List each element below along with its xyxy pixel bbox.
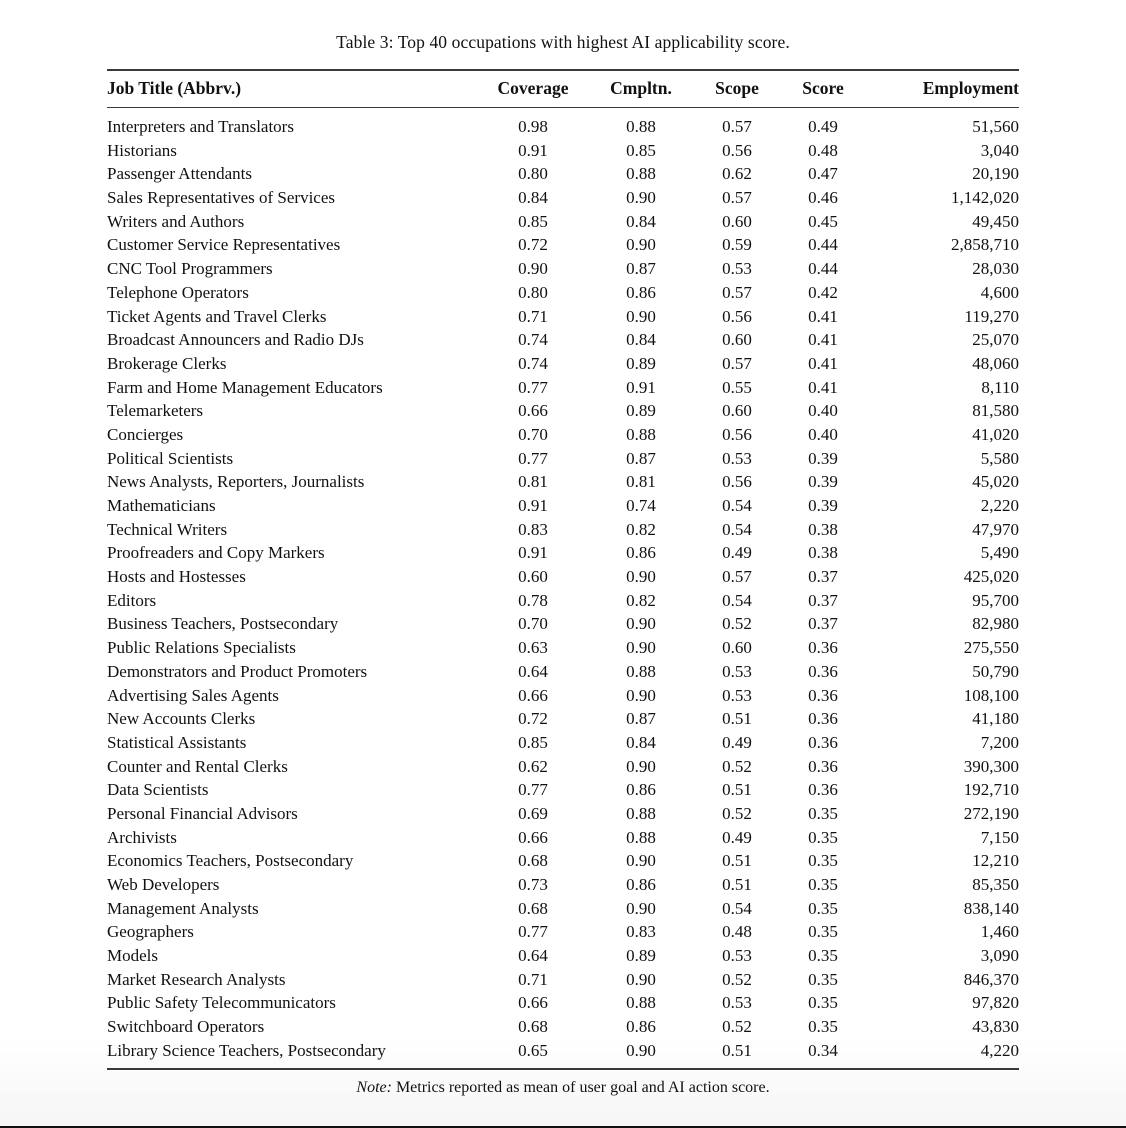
cell-employment: 51,560	[972, 117, 1019, 136]
cell-coverage: 0.91	[518, 140, 548, 160]
cell-scope: 0.54	[722, 898, 752, 918]
cell-score: 0.44	[808, 235, 838, 255]
cell-score: 0.36	[808, 732, 838, 752]
cell-employment: 8,110	[981, 377, 1019, 397]
table-row	[107, 447, 1019, 471]
cell-coverage: 0.66	[518, 827, 548, 847]
cell-job-title: Switchboard Operators	[107, 1017, 265, 1037]
cell-score: 0.37	[808, 567, 838, 587]
cell-scope: 0.56	[722, 306, 752, 326]
cell-cmpltn: 0.84	[626, 732, 656, 752]
cell-score: 0.47	[808, 164, 838, 184]
cell-score: 0.41	[808, 330, 838, 350]
cell-employment: 2,220	[980, 496, 1019, 515]
cell-employment: 12,210	[972, 851, 1019, 871]
cell-employment: 7,150	[980, 827, 1019, 847]
cell-employment: 192,710	[963, 780, 1019, 800]
cell-score: 0.36	[808, 685, 838, 705]
cell-employment: 82,980	[972, 614, 1019, 634]
table-row	[107, 754, 1019, 778]
cell-employment: 50,790	[972, 661, 1019, 681]
table-row	[107, 233, 1019, 257]
cell-employment: 95,700	[972, 590, 1019, 610]
cell-score: 0.35	[808, 1017, 838, 1037]
cell-coverage: 0.77	[518, 377, 548, 397]
cell-cmpltn: 0.86	[626, 780, 656, 800]
cell-employment: 3,040	[980, 140, 1019, 160]
cell-cmpltn: 0.81	[626, 472, 656, 492]
table-row	[107, 304, 1019, 328]
cell-score: 0.35	[808, 946, 838, 966]
cell-job-title: Interpreters and Translators	[107, 117, 294, 136]
cell-cmpltn: 0.88	[626, 424, 656, 444]
table-row	[107, 186, 1019, 210]
cell-cmpltn: 0.86	[626, 543, 656, 563]
cell-employment: 25,070	[972, 330, 1019, 350]
cell-job-title: Political Scientists	[107, 448, 234, 468]
table-row	[107, 352, 1019, 376]
cell-job-title: Sales Representatives of Services	[107, 188, 336, 208]
cell-job-title: Technical Writers	[107, 519, 228, 539]
cell-score: 0.35	[808, 803, 838, 823]
cell-job-title: Telemarketers	[107, 401, 204, 421]
cell-scope: 0.48	[722, 922, 752, 942]
cell-scope: 0.49	[722, 543, 752, 563]
cell-employment: 119,270	[964, 306, 1019, 326]
table-row	[107, 636, 1019, 660]
cell-coverage: 0.68	[518, 1017, 548, 1037]
cell-scope: 0.49	[722, 732, 752, 752]
cell-score: 0.48	[808, 140, 838, 160]
table-row	[107, 375, 1019, 399]
table-row	[107, 470, 1019, 494]
cell-cmpltn: 0.87	[626, 448, 656, 468]
table-row	[107, 873, 1019, 897]
cell-scope: 0.55	[722, 377, 752, 397]
table-row	[107, 897, 1019, 921]
note-text: Metrics reported as mean of user goal and AI action score.	[395, 1079, 770, 1097]
cell-employment: 20,190	[972, 164, 1019, 184]
table-caption: Table 3: Top 40 occupations with highest AI applicability score.	[336, 32, 790, 52]
cell-cmpltn: 0.90	[626, 614, 656, 634]
cell-scope: 0.53	[722, 661, 752, 681]
cell-score: 0.46	[808, 188, 838, 208]
cell-cmpltn: 0.90	[626, 756, 656, 776]
cell-cmpltn: 0.90	[626, 969, 656, 989]
cell-coverage: 0.62	[518, 756, 548, 776]
cell-coverage: 0.83	[518, 519, 548, 539]
cell-employment: 97,820	[972, 993, 1019, 1013]
cell-job-title: Geographers	[107, 922, 194, 942]
table-row	[107, 257, 1019, 281]
cell-employment: 47,970	[972, 519, 1019, 539]
cell-job-title: Personal Financial Advisors	[107, 803, 298, 823]
table-row	[107, 565, 1019, 589]
cell-scope: 0.51	[722, 875, 752, 894]
cell-score: 0.34	[781, 1039, 865, 1070]
cell-coverage: 0.72	[518, 235, 548, 255]
cell-job-title: News Analysts, Reporters, Journalists	[107, 472, 365, 492]
table-row	[107, 849, 1019, 873]
cell-cmpltn: 0.84	[626, 211, 656, 231]
cell-scope: 0.57	[722, 188, 752, 208]
cell-cmpltn: 0.88	[626, 661, 656, 681]
cell-job-title: Public Safety Telecommunicators	[107, 993, 336, 1013]
cell-coverage: 0.68	[518, 851, 548, 871]
cell-score: 0.49	[808, 117, 838, 136]
cell-coverage: 0.72	[518, 709, 548, 729]
cell-scope: 0.53	[722, 685, 752, 705]
cell-cmpltn: 0.84	[626, 330, 656, 350]
cell-scope: 0.52	[722, 803, 752, 823]
column-header-coverage: Coverage	[477, 70, 589, 108]
cell-coverage: 0.74	[518, 353, 548, 373]
occupations-table	[107, 69, 1019, 1070]
cell-score: 0.35	[808, 875, 838, 894]
table-row	[107, 660, 1019, 684]
table-row	[107, 778, 1019, 802]
cell-score: 0.36	[808, 709, 838, 729]
cell-scope: 0.60	[722, 330, 752, 350]
table-row	[107, 707, 1019, 731]
column-header-employment: Employment	[865, 70, 1019, 108]
cell-employment: 45,020	[972, 472, 1019, 492]
cell-score: 0.35	[808, 898, 838, 918]
cell-coverage: 0.84	[518, 188, 548, 208]
cell-job-title: Proofreaders and Copy Markers	[107, 543, 325, 563]
cell-cmpltn: 0.90	[626, 567, 656, 587]
cell-coverage: 0.90	[518, 259, 548, 279]
cell-scope: 0.53	[722, 259, 752, 279]
table-row	[107, 139, 1019, 163]
cell-employment: 272,190	[963, 803, 1019, 823]
cell-job-title: Broadcast Announcers and Radio DJs	[107, 330, 364, 350]
table-row	[107, 281, 1019, 305]
cell-employment: 3,090	[980, 946, 1019, 966]
cell-coverage: 0.98	[518, 117, 548, 136]
table-row	[107, 589, 1019, 613]
cell-job-title: Models	[107, 946, 158, 966]
cell-cmpltn: 0.85	[626, 140, 656, 160]
cell-score: 0.35	[808, 851, 838, 871]
cell-cmpltn: 0.91	[626, 377, 656, 397]
cell-coverage: 0.64	[518, 946, 548, 966]
cell-score: 0.36	[808, 780, 838, 800]
cell-coverage: 0.70	[518, 614, 548, 634]
cell-cmpltn: 0.87	[626, 709, 656, 729]
cell-cmpltn: 0.90	[626, 851, 656, 871]
cell-scope: 0.52	[722, 756, 752, 776]
cell-job-title: Passenger Attendants	[107, 164, 252, 184]
cell-coverage: 0.69	[518, 803, 548, 823]
cell-score: 0.38	[808, 543, 838, 563]
cell-job-title: Farm and Home Management Educators	[107, 377, 383, 397]
cell-job-title: Historians	[107, 140, 177, 160]
cell-job-title: New Accounts Clerks	[107, 709, 256, 729]
cell-coverage: 0.66	[518, 993, 548, 1013]
cell-job-title: Statistical Assistants	[107, 732, 247, 752]
cell-coverage: 0.85	[518, 732, 548, 752]
cell-coverage: 0.64	[518, 661, 548, 681]
cell-job-title: Business Teachers, Postsecondary	[107, 614, 339, 634]
cell-score: 0.40	[808, 424, 838, 444]
table-row	[107, 944, 1019, 968]
cell-coverage: 0.60	[518, 567, 548, 587]
cell-score: 0.36	[808, 661, 838, 681]
cell-coverage: 0.73	[518, 875, 548, 894]
table-row	[107, 518, 1019, 542]
cell-job-title: Customer Service Representatives	[107, 235, 341, 255]
cell-employment: 5,580	[980, 448, 1019, 468]
cell-score: 0.39	[808, 472, 838, 492]
cell-job-title: Public Relations Specialists	[107, 638, 296, 658]
cell-employment: 4,220	[865, 1039, 1019, 1070]
cell-scope: 0.51	[722, 851, 752, 871]
cell-coverage: 0.85	[518, 211, 548, 231]
table-note	[107, 1070, 1019, 1097]
cell-scope: 0.54	[722, 590, 752, 610]
cell-job-title: Demonstrators and Product Promoters	[107, 661, 368, 681]
cell-score: 0.37	[808, 614, 838, 634]
cell-coverage: 0.78	[518, 590, 548, 610]
table-row	[107, 1015, 1019, 1039]
cell-cmpltn: 0.83	[626, 922, 656, 942]
cell-cmpltn: 0.88	[626, 827, 656, 847]
table-container	[107, 53, 1019, 1097]
cell-job-title: Archivists	[107, 827, 177, 847]
cell-employment: 425,020	[963, 567, 1019, 587]
column-header-score: Score	[781, 70, 865, 108]
cell-job-title: Counter and Rental Clerks	[107, 756, 288, 776]
cell-job-title: Ticket Agents and Travel Clerks	[107, 306, 327, 326]
cell-employment: 5,490	[980, 543, 1019, 563]
cell-employment: 275,550	[963, 638, 1019, 658]
cell-coverage: 0.81	[518, 472, 548, 492]
cell-scope: 0.56	[722, 424, 752, 444]
table-row	[107, 968, 1019, 992]
cell-score: 0.35	[808, 993, 838, 1013]
column-header-cmpltn: Cmpltn.	[589, 70, 693, 108]
cell-scope: 0.60	[722, 401, 752, 421]
cell-score: 0.44	[808, 259, 838, 279]
cell-scope: 0.54	[722, 496, 752, 515]
cell-cmpltn: 0.88	[626, 803, 656, 823]
cell-scope: 0.62	[722, 164, 752, 184]
cell-cmpltn: 0.89	[626, 401, 656, 421]
cell-cmpltn: 0.74	[626, 496, 656, 515]
table-body	[107, 108, 1019, 1070]
cell-job-title: Library Science Teachers, Postsecondary	[107, 1039, 477, 1070]
cell-score: 0.35	[808, 922, 838, 942]
cell-scope: 0.60	[722, 211, 752, 231]
cell-coverage: 0.77	[518, 922, 548, 942]
cell-employment: 43,830	[972, 1017, 1019, 1037]
cell-scope: 0.57	[722, 117, 752, 136]
cell-score: 0.41	[808, 377, 838, 397]
cell-score: 0.39	[808, 496, 838, 515]
cell-score: 0.36	[808, 638, 838, 658]
cell-employment: 81,580	[972, 401, 1019, 421]
cell-cmpltn: 0.86	[626, 282, 656, 302]
cell-scope: 0.52	[722, 969, 752, 989]
cell-employment: 49,450	[972, 211, 1019, 231]
column-header-job-title: Job Title (Abbrv.)	[107, 70, 477, 108]
cell-job-title: Concierges	[107, 424, 184, 444]
cell-job-title: Market Research Analysts	[107, 969, 286, 989]
cell-cmpltn: 0.89	[626, 353, 656, 373]
cell-cmpltn: 0.86	[626, 1017, 656, 1037]
cell-job-title: Web Developers	[107, 875, 220, 894]
cell-job-title: CNC Tool Programmers	[107, 259, 273, 279]
cell-employment: 28,030	[972, 259, 1019, 279]
cell-scope: 0.49	[722, 827, 752, 847]
table-row	[107, 541, 1019, 565]
table-header-row	[107, 70, 1019, 108]
table-row	[107, 399, 1019, 423]
table-row	[107, 494, 1019, 518]
cell-employment: 2,858,710	[951, 235, 1019, 255]
cell-scope: 0.56	[722, 472, 752, 492]
table-row	[107, 612, 1019, 636]
cell-scope: 0.52	[722, 614, 752, 634]
table-row	[107, 162, 1019, 186]
cell-cmpltn: 0.82	[626, 519, 656, 539]
cell-score: 0.39	[808, 448, 838, 468]
cell-employment: 838,140	[963, 898, 1019, 918]
cell-coverage: 0.80	[518, 282, 548, 302]
cell-coverage: 0.71	[518, 306, 548, 326]
cell-cmpltn: 0.89	[626, 946, 656, 966]
table-row	[107, 826, 1019, 850]
cell-coverage: 0.77	[518, 780, 548, 800]
cell-cmpltn: 0.88	[626, 117, 656, 136]
table-row	[107, 328, 1019, 352]
cell-job-title: Economics Teachers, Postsecondary	[107, 851, 354, 871]
cell-scope: 0.53	[722, 448, 752, 468]
cell-scope: 0.51	[693, 1039, 781, 1070]
cell-job-title: Telephone Operators	[107, 282, 249, 302]
cell-cmpltn: 0.90	[626, 235, 656, 255]
cell-score: 0.38	[808, 519, 838, 539]
cell-employment: 4,600	[980, 282, 1019, 302]
table-row	[107, 731, 1019, 755]
cell-cmpltn: 0.88	[626, 164, 656, 184]
cell-cmpltn: 0.90	[626, 898, 656, 918]
cell-scope: 0.60	[722, 638, 752, 658]
cell-employment: 7,200	[980, 732, 1019, 752]
cell-score: 0.35	[808, 969, 838, 989]
cell-employment: 1,460	[980, 922, 1019, 942]
cell-employment: 390,300	[963, 756, 1019, 776]
cell-scope: 0.54	[722, 519, 752, 539]
cell-score: 0.35	[808, 827, 838, 847]
cell-scope: 0.51	[722, 780, 752, 800]
cell-score: 0.45	[808, 211, 838, 231]
cell-cmpltn: 0.90	[626, 638, 656, 658]
cell-score: 0.41	[808, 306, 838, 326]
cell-cmpltn: 0.86	[626, 875, 656, 894]
table-row	[107, 1039, 1019, 1070]
cell-job-title: Brokerage Clerks	[107, 353, 227, 373]
cell-cmpltn: 0.87	[626, 259, 656, 279]
cell-coverage: 0.66	[518, 401, 548, 421]
cell-job-title: Advertising Sales Agents	[107, 685, 279, 705]
table-row	[107, 920, 1019, 944]
cell-scope: 0.53	[722, 993, 752, 1013]
cell-score: 0.37	[808, 590, 838, 610]
cell-employment: 846,370	[963, 969, 1019, 989]
cell-coverage: 0.91	[518, 543, 548, 563]
cell-coverage: 0.71	[518, 969, 548, 989]
cell-job-title: Writers and Authors	[107, 211, 245, 231]
cell-coverage: 0.68	[518, 898, 548, 918]
cell-coverage: 0.91	[518, 496, 548, 515]
cell-coverage: 0.70	[518, 424, 548, 444]
cell-cmpltn: 0.90	[626, 306, 656, 326]
cell-employment: 108,100	[963, 685, 1019, 705]
cell-employment: 48,060	[972, 353, 1019, 373]
cell-job-title: Data Scientists	[107, 780, 209, 800]
cell-coverage: 0.77	[518, 448, 548, 468]
cell-employment: 1,142,020	[951, 188, 1019, 208]
cell-scope: 0.52	[722, 1017, 752, 1037]
cell-cmpltn: 0.90	[626, 188, 656, 208]
cell-scope: 0.53	[722, 946, 752, 966]
cell-score: 0.36	[808, 756, 838, 776]
cell-coverage: 0.74	[518, 330, 548, 350]
cell-cmpltn: 0.82	[626, 590, 656, 610]
table-row	[107, 802, 1019, 826]
table-header	[107, 70, 1019, 108]
cell-scope: 0.57	[722, 353, 752, 373]
cell-employment: 85,350	[972, 875, 1019, 894]
cell-coverage: 0.65	[477, 1039, 589, 1070]
cell-job-title: Mathematicians	[107, 496, 216, 515]
table-row	[107, 108, 1019, 139]
cell-job-title: Editors	[107, 590, 157, 610]
cell-coverage: 0.80	[518, 164, 548, 184]
cell-employment: 41,020	[972, 424, 1019, 444]
cell-cmpltn: 0.90	[626, 685, 656, 705]
column-header-scope: Scope	[693, 70, 781, 108]
cell-coverage: 0.66	[518, 685, 548, 705]
cell-cmpltn: 0.88	[626, 993, 656, 1013]
note-label: Note:	[356, 1079, 392, 1097]
cell-coverage: 0.63	[518, 638, 548, 658]
cell-job-title: Management Analysts	[107, 898, 259, 918]
cell-scope: 0.59	[722, 235, 752, 255]
table-row	[107, 991, 1019, 1015]
cell-scope: 0.57	[722, 567, 752, 587]
cell-cmpltn: 0.90	[589, 1039, 693, 1070]
table-row	[107, 683, 1019, 707]
cell-score: 0.41	[808, 353, 838, 373]
cell-score: 0.40	[808, 401, 838, 421]
cell-score: 0.42	[808, 282, 838, 302]
cell-scope: 0.57	[722, 282, 752, 302]
cell-scope: 0.51	[722, 709, 752, 729]
table-row	[107, 210, 1019, 234]
cell-scope: 0.56	[722, 140, 752, 160]
cell-employment: 41,180	[972, 709, 1019, 729]
cell-job-title: Hosts and Hostesses	[107, 567, 246, 587]
table-row	[107, 423, 1019, 447]
